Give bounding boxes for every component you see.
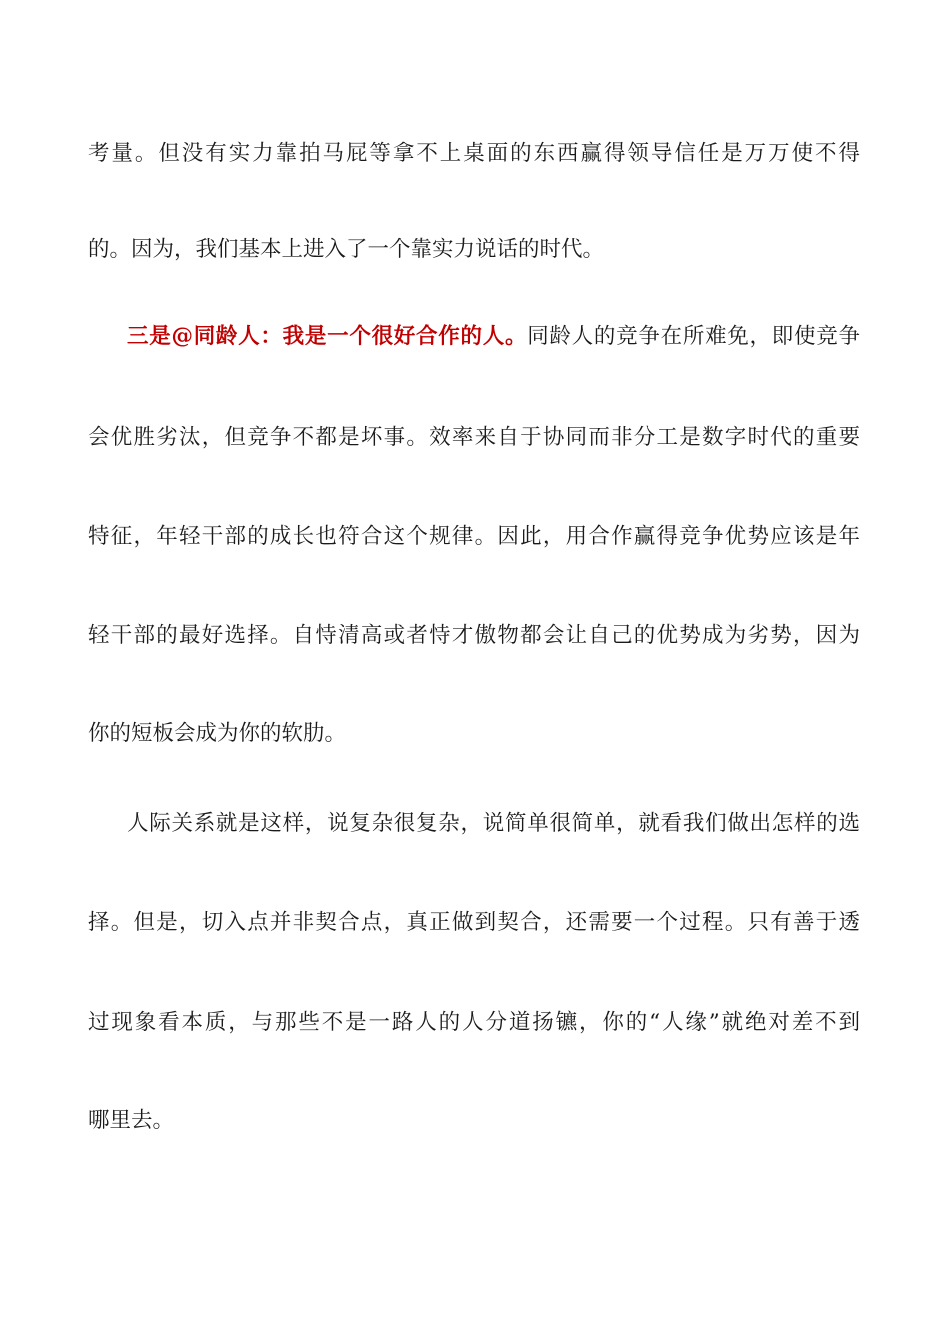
line-text: 过现象看本质，与那些不是一路人的人分道扬镳，你的“人缘”就绝对差不到	[88, 1010, 860, 1035]
line-text: 轻干部的最好选择。自恃清高或者恃才傲物都会让自己的优势成为劣势，因为	[88, 623, 860, 648]
line-text: 你的短板会成为你的软肋。	[88, 721, 347, 746]
paragraph-line	[88, 1003, 860, 1043]
paragraph-line	[88, 230, 860, 270]
line-text: 会优胜劣汰，但竞争不都是坏事。效率来自于协同而非分工是数字时代的重要	[88, 425, 860, 450]
paragraph-line	[88, 616, 860, 656]
paragraph-line	[88, 1101, 860, 1141]
line-text: 同龄人的竞争在所难免，即使竞争	[527, 324, 860, 349]
section-heading: 三是@同龄人：我是一个很好合作的人。	[127, 324, 528, 349]
line-text: 考量。但没有实力靠拍马屁等拿不上桌面的东西赢得领导信任是万万使不得	[88, 141, 860, 166]
line-text: 特征，年轻干部的成长也符合这个规律。因此，用合作赢得竞争优势应该是年	[88, 524, 860, 549]
paragraph-line	[127, 804, 860, 844]
line-text: 的。因为，我们基本上进入了一个靠实力说话的时代。	[88, 237, 605, 262]
line-text: 人际关系就是这样，说复杂很复杂，说简单很简单，就看我们做出怎样的选	[127, 811, 860, 836]
paragraph-line	[88, 134, 860, 174]
paragraph-line	[88, 418, 860, 458]
paragraph-line	[88, 714, 860, 754]
paragraph-line	[88, 517, 860, 557]
line-text: 择。但是，切入点并非契合点，真正做到契合，还需要一个过程。只有善于透	[88, 910, 860, 935]
paragraph-line	[127, 317, 860, 357]
line-text: 哪里去。	[88, 1108, 175, 1133]
paragraph-line	[88, 903, 860, 943]
